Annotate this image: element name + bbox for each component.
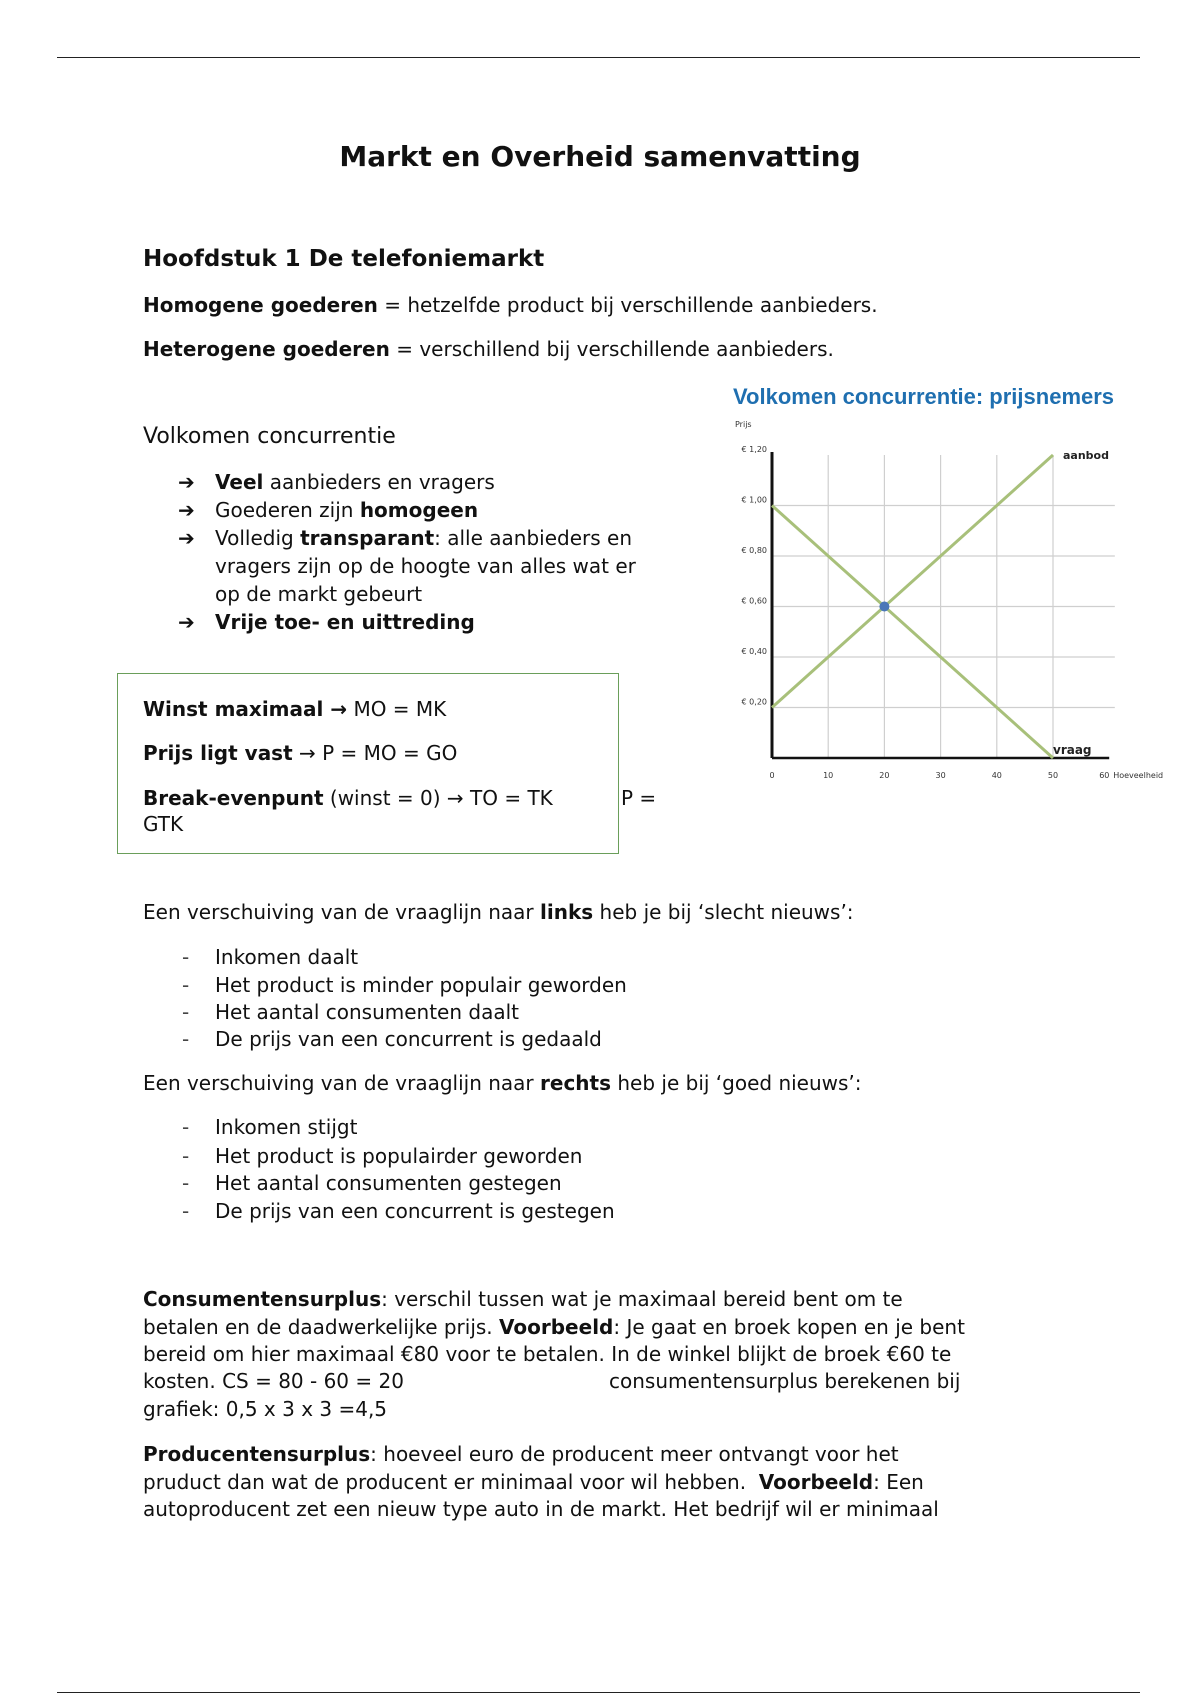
bold: Prijs ligt vast xyxy=(143,741,293,765)
chapter-heading: Hoofdstuk 1 De telefoniemarkt xyxy=(143,246,545,272)
text: heb je bij ‘goed nieuws’: xyxy=(611,1071,862,1095)
x-axis-label: Hoeveelheid xyxy=(1113,771,1164,780)
series-label-aanbod: aanbod xyxy=(1063,449,1109,462)
dash-bullet: - xyxy=(182,1199,190,1223)
term: Consumentensurplus xyxy=(143,1287,382,1311)
box-line-3-tail: P = xyxy=(621,786,657,810)
text: Een verschuiving van de vraaglijn naar xyxy=(143,900,541,924)
bold: Winst maximaal → xyxy=(143,697,348,721)
term: Producentensurplus xyxy=(143,1442,371,1466)
arrow-icon: ➔ xyxy=(178,610,195,634)
dash-bullet: - xyxy=(182,1171,190,1195)
vc-heading: Volkomen concurrentie xyxy=(143,424,396,449)
dash-bullet: - xyxy=(182,973,190,997)
x-tick-label: 30 xyxy=(935,771,946,780)
text: heb je bij ‘slecht nieuws’: xyxy=(593,900,854,924)
bullet-3-line-3: op de markt gebeurt xyxy=(215,582,423,606)
y-tick-label: € 0,20 xyxy=(741,697,767,707)
bold: rechts xyxy=(540,1071,612,1095)
list-item: Het product is populairder geworden xyxy=(215,1144,583,1168)
text: Een verschuiving van de vraaglijn naar xyxy=(143,1071,541,1095)
bold: Break-evenpunt xyxy=(143,786,324,810)
bold: homogeen xyxy=(359,498,479,522)
arrow-icon: ➔ xyxy=(178,526,195,550)
text: Goederen zijn xyxy=(215,498,360,522)
shift-left-intro xyxy=(143,898,854,926)
list-item: Het product is minder populair geworden xyxy=(215,973,627,997)
list-item: De prijs van een concurrent is gedaald xyxy=(215,1027,602,1051)
text: (winst = 0) → TO = TK xyxy=(323,786,553,810)
cs-line-5: grafiek: 0,5 x 3 x 3 =4,5 xyxy=(143,1397,388,1421)
dash-bullet: - xyxy=(182,1115,190,1139)
text: pruduct dan wat de producent er minimaal voor wil hebben. xyxy=(143,1470,759,1494)
text: : Je gaat en broek kopen en je bent xyxy=(613,1315,965,1339)
cs-line-2 xyxy=(143,1313,965,1341)
box-line-4: GTK xyxy=(143,812,184,836)
ps-line-1 xyxy=(143,1440,899,1468)
y-tick-label: € 0,80 xyxy=(741,546,767,555)
series-line-aanbod xyxy=(772,455,1053,708)
text: MO = MK xyxy=(347,697,447,721)
x-tick-label: 10 xyxy=(823,771,834,780)
x-tick-label: 60 xyxy=(1099,771,1110,780)
text: aanbieders en vragers xyxy=(263,470,495,494)
cs-line-4: kosten. CS = 80 - 60 = 20 xyxy=(143,1369,404,1393)
chart-title: Volkomen concurrentie: prijsnemers xyxy=(733,384,1115,409)
arrow-icon: ➔ xyxy=(178,470,195,494)
supply-demand-chart xyxy=(0,0,1200,820)
text: : Een xyxy=(873,1470,924,1494)
y-tick-label: € 0,40 xyxy=(741,647,767,656)
bold: Veel xyxy=(215,470,264,494)
bold: Voorbeeld xyxy=(499,1315,614,1339)
text: Volledig xyxy=(215,526,301,550)
arrow-icon: ➔ xyxy=(178,498,195,522)
list-item: Inkomen stijgt xyxy=(215,1115,358,1139)
y-tick-label: € 1,20 xyxy=(741,445,767,454)
bold: transparant xyxy=(300,526,435,550)
term: Homogene goederen xyxy=(143,293,378,317)
definition: = verschillend bij verschillende aanbieders. xyxy=(389,337,834,361)
ps-line-2 xyxy=(143,1468,924,1496)
bold: links xyxy=(540,900,594,924)
term: Heterogene goederen xyxy=(143,337,390,361)
document-title: Markt en Overheid samenvatting xyxy=(339,140,861,173)
x-tick-label: 20 xyxy=(879,771,890,780)
cs-line-1 xyxy=(143,1285,903,1313)
text: betalen en de daadwerkelijke prijs. xyxy=(143,1315,500,1339)
y-axis-label: Prijs xyxy=(735,420,752,429)
bullet-3-line-2: vragers zijn op de hoogte van alles wat er xyxy=(215,554,636,578)
text: → P = MO = GO xyxy=(292,741,458,765)
cs-line-3: bereid om hier maximaal €80 voor te betalen. In de winkel blijkt de broek €60 te xyxy=(143,1342,952,1366)
ps-line-3: autoproducent zet een nieuw type auto in de markt. Het bedrijf wil er minimaal xyxy=(143,1497,939,1521)
bottom-rule xyxy=(57,1692,1140,1693)
list-item: Het aantal consumenten daalt xyxy=(215,1000,519,1024)
definition: = hetzelfde product bij verschillende aanbieders. xyxy=(377,293,878,317)
text: : hoeveel euro de producent meer ontvangt voor het xyxy=(370,1442,899,1466)
dash-bullet: - xyxy=(182,945,190,969)
x-tick-label: 40 xyxy=(991,771,1002,780)
equilibrium-point xyxy=(879,602,889,612)
cs-line-4-right: consumentensurplus berekenen bij xyxy=(609,1369,961,1393)
y-tick-label: € 1,00 xyxy=(741,495,767,505)
text: : alle aanbieders en xyxy=(434,526,632,550)
text: : verschil tussen wat je maximaal bereid bent om te xyxy=(381,1287,903,1311)
dash-bullet: - xyxy=(182,1000,190,1024)
dash-bullet: - xyxy=(182,1027,190,1051)
series-label-vraag: vraag xyxy=(1053,743,1092,757)
bold: Vrije toe- en uittreding xyxy=(215,610,475,634)
series-line-vraag xyxy=(772,506,1053,759)
list-item: Inkomen daalt xyxy=(215,945,359,969)
shift-right-intro xyxy=(143,1069,862,1097)
x-tick-label: 50 xyxy=(1047,771,1059,780)
x-tick-label: 0 xyxy=(769,771,775,780)
list-item: Het aantal consumenten gestegen xyxy=(215,1171,562,1195)
dash-bullet: - xyxy=(182,1144,190,1168)
bold: Voorbeeld xyxy=(758,1470,874,1494)
y-tick-label: € 0,60 xyxy=(741,596,767,606)
list-item: De prijs van een concurrent is gestegen xyxy=(215,1199,615,1223)
